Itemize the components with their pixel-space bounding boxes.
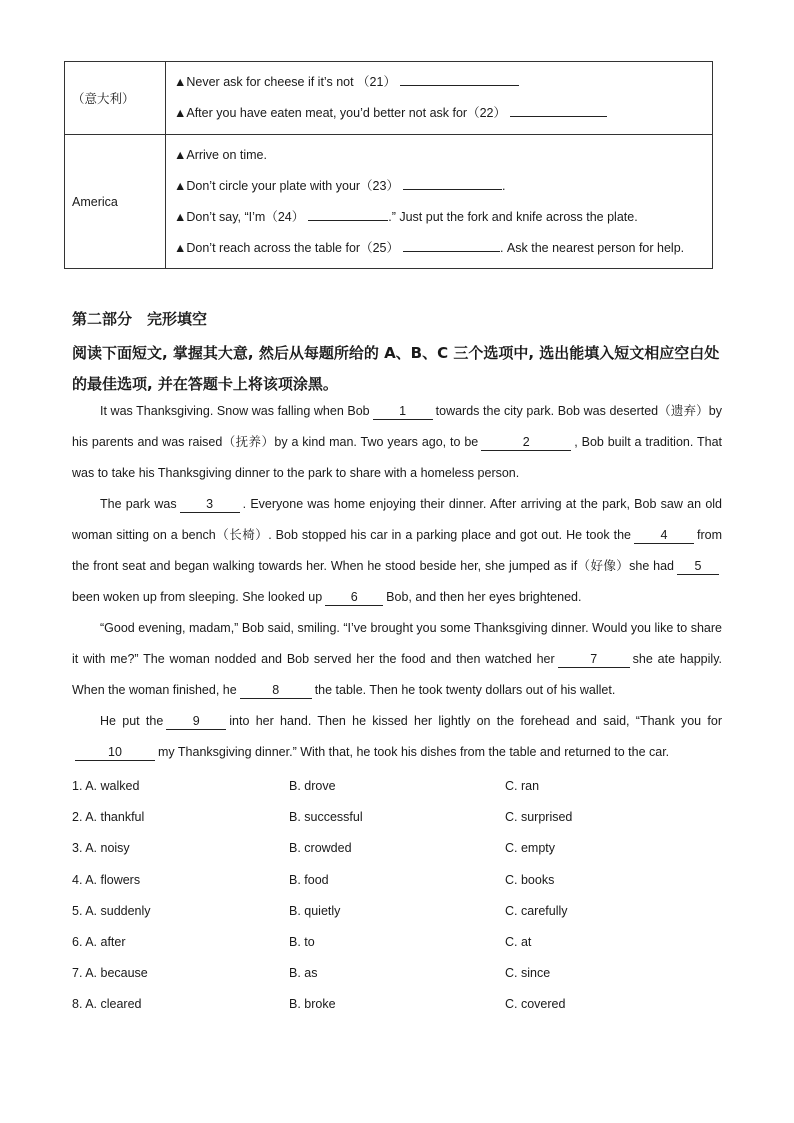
rule-line xyxy=(174,233,712,264)
rules-cell-italy xyxy=(166,62,713,135)
passage-text: my Thanksgiving dinner.” With that, he took his dishes from the table and returned to the car. xyxy=(158,745,670,759)
blank-10: 10 xyxy=(75,745,155,761)
blank-6: 6 xyxy=(325,590,383,606)
table-row-america xyxy=(65,135,713,269)
option-row xyxy=(72,865,722,896)
rule-text: .” Just put the fork and knife across the plate. xyxy=(388,209,638,224)
rule-text: ▲Don’t circle your plate with your（23） xyxy=(174,178,399,193)
rule-line xyxy=(174,67,712,98)
answer-blank-25 xyxy=(403,239,500,252)
option-b: B. crowded xyxy=(289,841,352,856)
rule-line xyxy=(174,98,712,129)
option-row xyxy=(72,927,722,958)
option-row xyxy=(72,771,722,802)
answer-options xyxy=(72,771,722,1021)
option-row xyxy=(72,989,722,1020)
country-cell-italy: （意大利） xyxy=(65,62,166,135)
rule-text: ▲Don’t reach across the table for（25） xyxy=(174,240,399,255)
blank-9: 9 xyxy=(166,714,226,730)
passage-text: “Good evening, madam,” Bob said, smiling. “I’ve brought you some Thanksgiving dinner. Would you like to share it with me?” The woman nodded and Bob served her the food and then watched her xyxy=(72,621,722,666)
option-b: B. quietly xyxy=(289,903,341,918)
option-a: 5. A. suddenly xyxy=(72,903,151,918)
rule-line xyxy=(174,202,712,233)
option-a: 1. A. walked xyxy=(72,779,140,793)
option-c: C. covered xyxy=(505,997,566,1012)
blank-3: 3 xyxy=(180,497,240,513)
blank-2: 2 xyxy=(481,435,571,451)
passage-text: . Everyone was home enjoying their dinner. After arriving at the park, Bob saw an old woman sitting on a bench（长椅）. Bob stopped his car in a parking place and got out. He took the xyxy=(72,497,723,542)
option-row xyxy=(72,896,722,927)
option-row xyxy=(72,958,722,989)
answer-blank-24 xyxy=(308,208,388,221)
option-b: B. drove xyxy=(289,779,336,793)
option-a: 4. A. flowers xyxy=(72,872,141,887)
option-c: C. at xyxy=(505,934,532,949)
table-row-italy xyxy=(65,62,713,135)
option-row xyxy=(72,802,722,833)
answer-blank-21 xyxy=(400,73,519,86)
option-a: 7. A. because xyxy=(72,966,148,981)
passage-text: the table. Then he took twenty dollars out of his wallet. xyxy=(314,683,616,697)
passage-text: towards the city park. Bob was deserted（遗弃）by his parents and was raised（抚养）by a kind man. Two years ago, to be xyxy=(72,404,722,449)
option-row xyxy=(72,833,722,864)
option-c: C. carefully xyxy=(505,903,568,918)
option-c: C. ran xyxy=(505,779,540,793)
rule-text: . Ask the nearest person for help. xyxy=(499,240,685,255)
passage-text: Bob, and then her eyes brightened. xyxy=(386,590,582,604)
answer-blank-23 xyxy=(403,177,502,190)
passage-text: from the front seat and began walking towards her. When he stood beside her, she jumped as if（好像）she had xyxy=(72,528,722,573)
rule-text: ▲Never ask for cheese if it’s not （21） xyxy=(174,75,396,89)
option-a: 8. A. cleared xyxy=(72,997,142,1012)
rules-cell-america xyxy=(166,135,713,269)
passage-text: , Bob built a tradition. That was to take his Thanksgiving dinner to the park to share with a homeless person. xyxy=(72,435,722,480)
option-b: B. to xyxy=(289,934,315,949)
option-b: B. broke xyxy=(289,997,336,1012)
answer-blank-22 xyxy=(510,104,607,117)
option-c: C. empty xyxy=(505,841,556,856)
instructions: 阅读下面短文, 掌握其大意, 然后从每题所给的 A、B、C 三个选项中, 选出能填入短文相应空白处的最佳选项, 并在答题卡上将该项涂黑。 xyxy=(72,344,720,393)
option-a: 3. A. noisy xyxy=(72,841,130,856)
rule-line xyxy=(174,171,712,202)
passage-text: The park was xyxy=(100,497,177,511)
blank-7: 7 xyxy=(558,652,630,668)
paragraph-3 xyxy=(72,613,722,706)
paragraph-1 xyxy=(72,396,722,489)
option-c: C. surprised xyxy=(505,810,573,825)
blank-1: 1 xyxy=(373,404,433,420)
option-a: 2. A. thankful xyxy=(72,810,145,825)
rule-line: ▲Arrive on time. xyxy=(174,147,267,162)
option-a: 6. A. after xyxy=(72,934,126,949)
option-c: C. since xyxy=(505,966,551,981)
passage-text: into her hand. Then he kissed her lightly on the forehead and said, “Thank you for xyxy=(229,714,722,728)
cloze-passage xyxy=(72,396,722,768)
option-b: B. as xyxy=(289,966,318,981)
blank-5: 5 xyxy=(677,559,719,575)
passage-text: He put the xyxy=(100,714,164,728)
paragraph-4 xyxy=(72,706,722,768)
passage-text: she ate happily. When the woman finished, he xyxy=(72,652,722,697)
passage-text: been woken up from sleeping. She looked up xyxy=(72,590,323,604)
paragraph-2 xyxy=(72,489,722,613)
rule-text: ▲After you have eaten meat, you’d better not ask for（22） xyxy=(174,106,506,120)
option-c: C. books xyxy=(505,872,555,887)
blank-8: 8 xyxy=(240,683,312,699)
rule-text: ▲Don’t say, “I’m（24） xyxy=(174,209,305,224)
option-b: B. food xyxy=(289,872,329,887)
rule-text: . xyxy=(501,178,506,193)
option-b: B. successful xyxy=(289,810,363,825)
section-title: 第二部分 完形填空 xyxy=(72,310,208,328)
etiquette-table xyxy=(64,61,713,269)
country-cell-america: America xyxy=(65,135,166,269)
blank-4: 4 xyxy=(634,528,694,544)
passage-text: It was Thanksgiving. Snow was falling when Bob xyxy=(100,404,370,418)
